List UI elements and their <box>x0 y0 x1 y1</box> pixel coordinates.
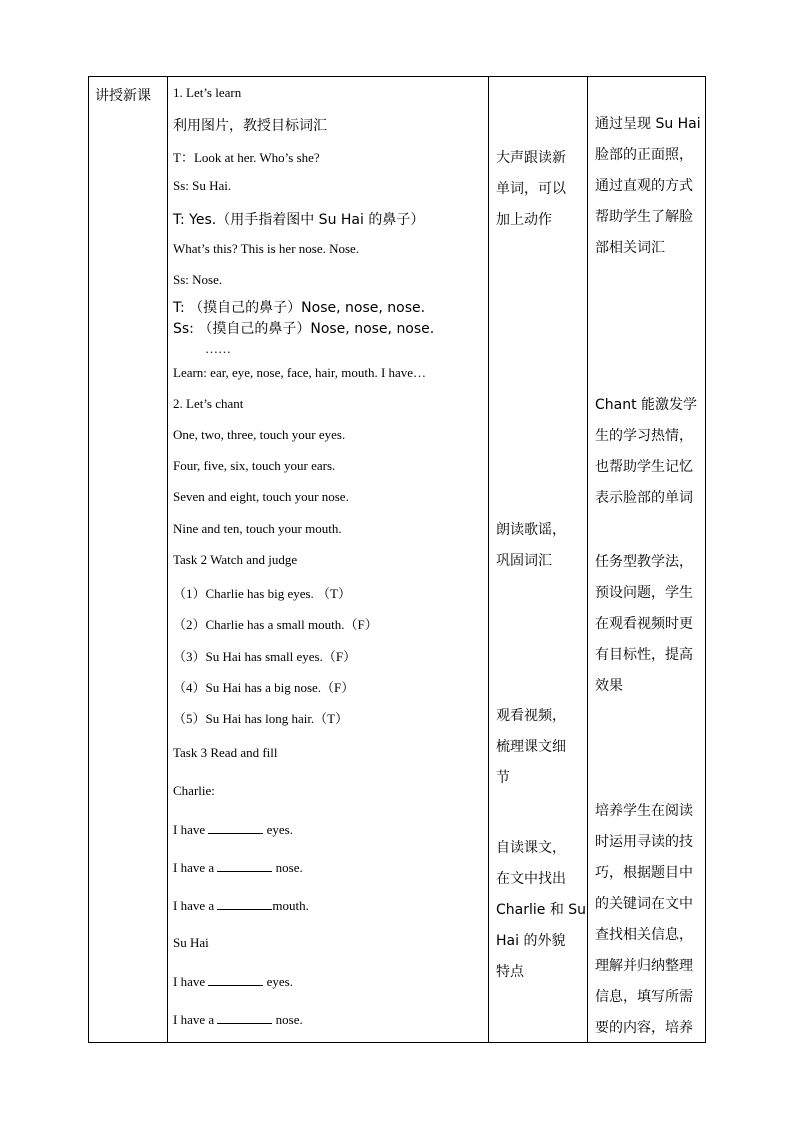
fill-in-line <box>173 1011 303 1028</box>
note-line: 单词，可以 <box>496 181 566 197</box>
intent-block-4 <box>595 796 693 1044</box>
lesson-line: （3）Su Hai has small eyes.（F） <box>173 649 357 664</box>
note-line: 也帮助学生记忆 <box>595 459 693 475</box>
note-line: Chant 能激发学 <box>595 397 698 413</box>
lesson-line: Ss: Nose. <box>173 272 223 287</box>
note-line: 加上动作 <box>496 212 552 228</box>
note-line: 朗读歌谣， <box>496 522 566 538</box>
lesson-line: …… <box>205 341 231 356</box>
lesson-line: Nine and ten, touch your mouth. <box>173 521 342 536</box>
lesson-line: 2. Let’s chant <box>173 396 244 411</box>
note-line: 时运用寻读的技 <box>595 834 693 850</box>
intent-block-2 <box>595 390 697 514</box>
note-line: Charlie 和 Su <box>496 902 587 918</box>
fill-prefix: I have a <box>173 860 218 875</box>
note-line: 表示脸部的单词 <box>595 490 693 506</box>
activity-block-3 <box>496 701 566 794</box>
note-line: 生的学习热情， <box>595 428 693 444</box>
lesson-content-column <box>168 77 489 1042</box>
design-intent-column <box>588 77 705 1042</box>
fill-in-line <box>173 973 293 990</box>
stage-label: 讲授新课 <box>95 88 151 104</box>
answer-blank[interactable] <box>217 859 272 872</box>
lesson-line: Task 3 Read and fill <box>173 745 278 760</box>
note-line: 效果 <box>595 678 623 694</box>
lesson-line: Charlie: <box>173 783 215 798</box>
note-line: 的关键词在文中 <box>595 896 693 912</box>
note-line: 特点 <box>496 964 524 980</box>
lesson-line: Four, five, six, touch your ears. <box>173 458 336 473</box>
fill-suffix: eyes. <box>263 974 293 989</box>
fill-in-line <box>173 897 309 914</box>
note-line: 任务型教学法， <box>595 554 693 570</box>
lesson-line: 1. Let’s learn <box>173 85 242 100</box>
fill-suffix: nose. <box>272 1012 303 1027</box>
activity-block-2 <box>496 515 566 577</box>
note-line: 梳理课文细 <box>496 739 566 755</box>
note-line: 自读课文， <box>496 840 566 856</box>
lesson-line: （2）Charlie has a small mouth.（F） <box>173 617 378 632</box>
note-line: 有目标性，提高 <box>595 647 693 663</box>
lesson-line: （1）Charlie has big eyes. （T） <box>173 586 351 601</box>
note-line: 要的内容，培养 <box>595 1020 693 1036</box>
fill-suffix: mouth. <box>272 898 309 913</box>
note-line: 查找相关信息， <box>595 927 693 943</box>
note-line: 通过呈现 Su Hai <box>595 116 701 132</box>
note-line: 预设问题，学生 <box>595 585 693 601</box>
lesson-line: T: （摸自己的鼻子）Nose, nose, nose. <box>173 300 426 316</box>
activity-block-1 <box>496 143 566 236</box>
note-line: 帮助学生了解脸 <box>595 209 693 225</box>
note-line: 培养学生在阅读 <box>595 803 693 819</box>
lesson-line: （4）Su Hai has a big nose.（F） <box>173 680 355 695</box>
fill-prefix: I have <box>173 974 209 989</box>
lesson-line: What’s this? This is her nose. Nose. <box>173 241 360 256</box>
intent-block-1 <box>595 109 701 264</box>
lesson-line: Learn: ear, eye, nose, face, hair, mouth. I have… <box>173 365 427 380</box>
activity-block-4 <box>496 833 586 988</box>
fill-prefix: I have a <box>173 1012 218 1027</box>
note-line: 巧，根据题目中 <box>595 865 693 881</box>
fill-in-line <box>173 859 303 876</box>
note-line: 观看视频， <box>496 708 566 724</box>
note-line: 在观看视频时更 <box>595 616 693 632</box>
student-activity-column <box>489 77 588 1042</box>
note-line: 巩固词汇 <box>496 553 552 569</box>
note-line: 脸部的正面照， <box>595 147 693 163</box>
note-line: 信息，填写所需 <box>595 989 693 1005</box>
answer-blank[interactable] <box>208 821 263 834</box>
note-line: 在文中找出 <box>496 871 566 887</box>
lesson-line: T: Yes.（用手指着图中 Su Hai 的鼻子） <box>173 212 425 228</box>
note-line: 节 <box>496 770 510 786</box>
lesson-line: T：Look at her. Who’s she? <box>173 150 320 165</box>
fill-prefix: I have a <box>173 898 218 913</box>
su-hai-label: Su Hai <box>173 935 209 950</box>
answer-blank[interactable] <box>217 1011 272 1024</box>
lesson-line: One, two, three, touch your eyes. <box>173 427 346 442</box>
note-line: 通过直观的方式 <box>595 178 693 194</box>
answer-blank[interactable] <box>217 897 272 910</box>
lesson-line: Seven and eight, touch your nose. <box>173 489 349 504</box>
lesson-line: Task 2 Watch and judge <box>173 552 298 567</box>
stage-column <box>89 77 168 1042</box>
fill-suffix: eyes. <box>263 822 293 837</box>
note-line: 理解并归纳整理 <box>595 958 693 974</box>
fill-in-line <box>173 821 293 838</box>
answer-blank[interactable] <box>208 973 263 986</box>
lesson-plan-table <box>88 76 706 1043</box>
lesson-line: 利用图片，教授目标词汇 <box>173 118 327 134</box>
lesson-line: Ss: Su Hai. <box>173 178 232 193</box>
lesson-line: Ss: （摸自己的鼻子）Nose, nose, nose. <box>173 321 435 337</box>
note-line: 大声跟读新 <box>496 150 566 166</box>
lesson-line: （5）Su Hai has long hair.（T） <box>173 711 349 726</box>
note-line: 部相关词汇 <box>595 240 665 256</box>
fill-prefix: I have <box>173 822 209 837</box>
note-line: Hai 的外貌 <box>496 933 566 949</box>
fill-suffix: nose. <box>272 860 303 875</box>
intent-block-3 <box>595 547 693 702</box>
